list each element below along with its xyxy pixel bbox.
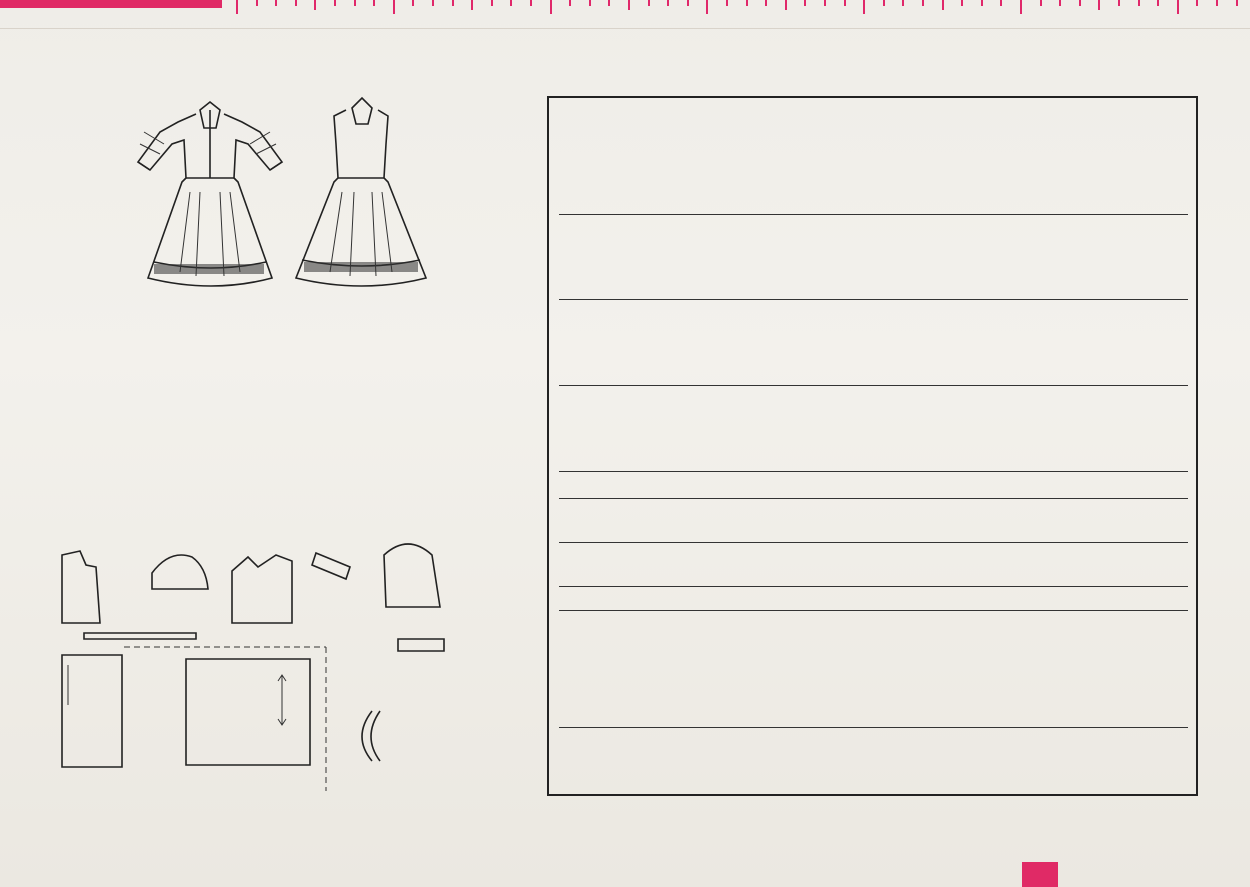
ruler-tick <box>491 0 493 6</box>
ruler-tick <box>1020 0 1022 14</box>
dress-sketch <box>120 92 480 302</box>
ruler-tick <box>1138 0 1140 6</box>
ruler-pink-tab <box>0 0 222 8</box>
ruler-tick <box>334 0 336 6</box>
ruler-tick <box>314 0 316 10</box>
ruler-tick <box>981 0 983 6</box>
ruler-tick <box>1040 0 1042 6</box>
rule-line <box>559 299 1188 300</box>
ruler-tick <box>1157 0 1159 6</box>
side-pattern-number <box>1203 94 1233 164</box>
ruler-tick <box>785 0 787 10</box>
ruler-tick <box>648 0 650 6</box>
ruler-tick <box>295 0 297 6</box>
ruler-tick <box>569 0 571 6</box>
ruler-tick <box>530 0 532 6</box>
ruler-tick <box>550 0 552 14</box>
ruler-tick <box>412 0 414 6</box>
ruler-tick <box>902 0 904 6</box>
ruler-tick <box>844 0 846 6</box>
ruler-tick <box>922 0 924 6</box>
rule-line <box>559 610 1188 611</box>
ruler-tick <box>354 0 356 6</box>
ruler-tick <box>1079 0 1081 6</box>
yardage-chart <box>547 96 1198 796</box>
pink-marker <box>1022 862 1058 887</box>
rule-line <box>559 727 1188 728</box>
ruler-tick <box>824 0 826 6</box>
ruler-tick <box>256 0 258 6</box>
ruler-tick <box>393 0 395 14</box>
ruler-tick <box>1196 0 1198 6</box>
ruler-tick <box>746 0 748 6</box>
ruler-tick <box>432 0 434 6</box>
rule-line <box>559 214 1188 215</box>
ruler-tick <box>1216 0 1218 6</box>
ruler-tick <box>726 0 728 6</box>
dress-illustrations <box>120 92 480 302</box>
ruler-tick <box>1000 0 1002 6</box>
pieces-sketch <box>0 505 540 805</box>
rule-line <box>559 586 1188 587</box>
ruler-tick <box>1098 0 1100 10</box>
ruler-tick <box>1118 0 1120 6</box>
rule-line <box>559 498 1188 499</box>
ruler-tick <box>471 0 473 10</box>
ruler-tick <box>589 0 591 6</box>
measuring-ruler <box>0 0 1250 29</box>
ruler-tick <box>961 0 963 6</box>
ruler-tick <box>687 0 689 6</box>
ruler-tick <box>452 0 454 6</box>
ruler-tick <box>608 0 610 6</box>
ruler-tick <box>1177 0 1179 14</box>
side-copyright <box>1190 450 1250 810</box>
rule-line <box>559 385 1188 386</box>
ruler-tick <box>667 0 669 6</box>
ruler-tick <box>765 0 767 6</box>
pattern-pieces-diagram <box>0 505 540 805</box>
ruler-tick <box>510 0 512 6</box>
ruler-tick <box>942 0 944 10</box>
ruler-tick <box>804 0 806 6</box>
ruler-tick <box>863 0 865 14</box>
ruler-tick <box>883 0 885 6</box>
ruler-tick <box>373 0 375 6</box>
ruler-tick <box>1059 0 1061 6</box>
rule-line <box>559 542 1188 543</box>
ruler-tick <box>1236 0 1238 6</box>
ruler-tick <box>628 0 630 10</box>
rule-line <box>559 471 1188 472</box>
ruler-tick <box>236 0 238 14</box>
ruler-tick <box>275 0 277 6</box>
ruler-tick <box>706 0 708 14</box>
